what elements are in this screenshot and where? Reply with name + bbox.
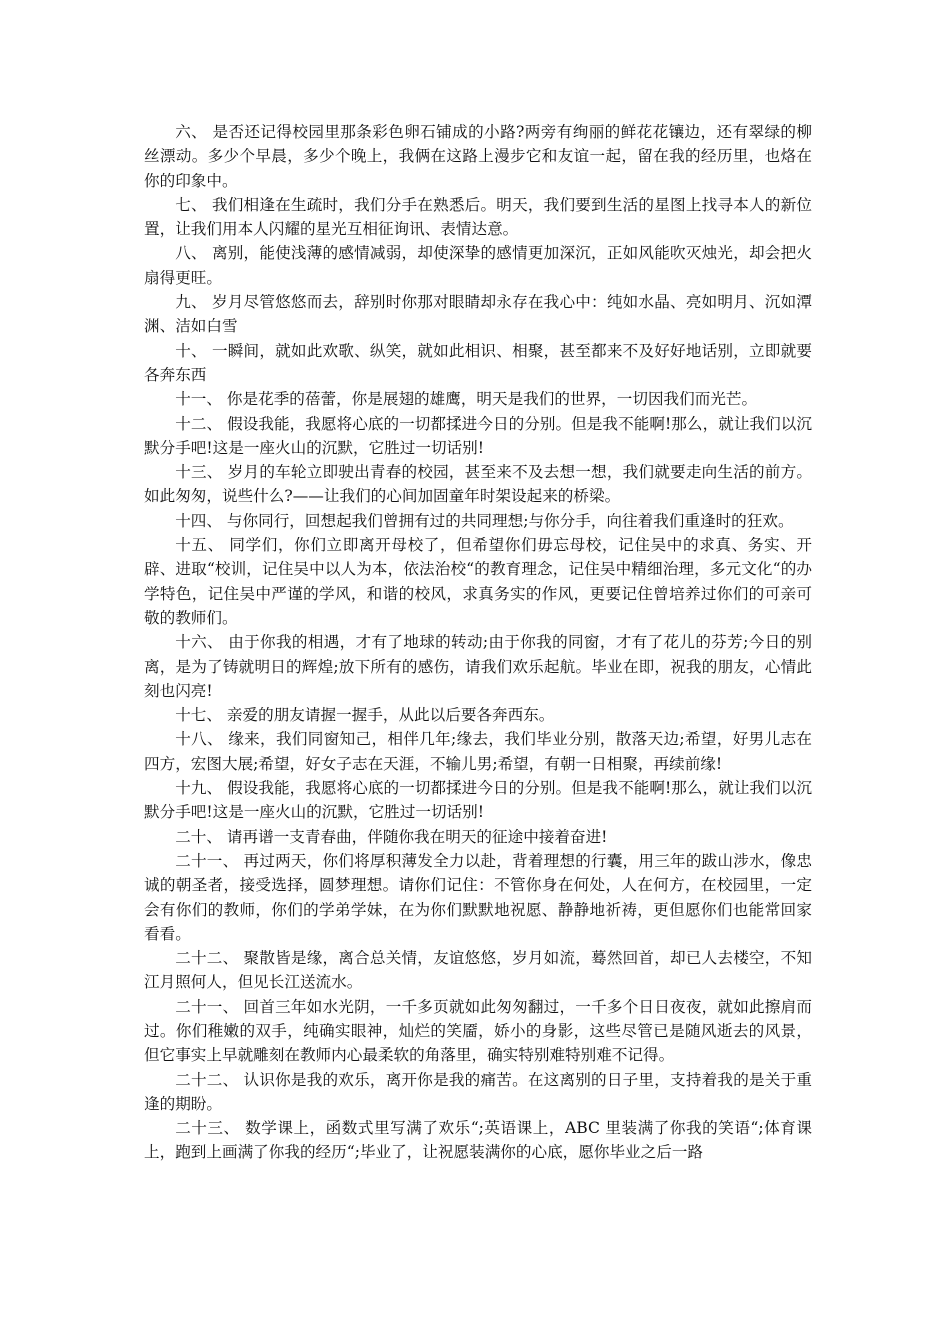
paragraph-18: 十八、 缘来，我们同窗知己，相伴几年;缘去，我们毕业分别，散落天边;希望，好男儿志在四方，宏图大展;希望，好女子志在天涯，不输儿男;希望，有朝一日相聚，再续前缘!	[144, 730, 812, 773]
paragraph-12: 十二、 假设我能，我愿将心底的一切都揉进今日的分别。但是我不能啊!那么，就让我们以沉默分手吧!这是一座火山的沉默，它胜过一切话别!	[144, 414, 812, 457]
paragraph-15: 十五、 同学们，你们立即离开母校了，但希望你们毋忘母校，记住吴中的求真、务实、开辟、进取“校训，记住吴中以人为本，依法治校“的教育理念，记住吴中精细治理，多元文化“的办学特色，记住吴中严谨的学风，和谐的校风，求真务实的作风，更要记住曾培养过你们的可亲可敬的教师们。	[144, 536, 812, 627]
paragraph-7: 七、 我们相逢在生疏时，我们分手在熟悉后。明天，我们要到生活的星图上找寻本人的新位置，让我们用本人闪耀的星光互相征询讯、表情达意。	[144, 195, 812, 239]
paragraph-14: 十四、 与你同行，回想起我们曾拥有过的共同理想;与你分手，向往着我们重逢时的狂欢。	[175, 511, 794, 530]
paragraph-21b: 二十一、 回首三年如水光阴，一千多页就如此匆匆翻过，一千多个日日夜夜，就如此擦肩而过。你们稚嫩的双手，纯确实眼神，灿烂的笑靥，娇小的身影，这些尽管已是随风逝去的风景，但它事实上早就雕刻在教师内心最柔软的角落里，确实特别难特别难不记得。	[144, 997, 812, 1065]
paragraph-13: 十三、 岁月的车轮立即驶出青春的校园，甚至来不及去想一想，我们就要走向生活的前方。如此匆匆，说些什么?——让我们的心间加固童年时架设起来的桥梁。	[144, 463, 812, 506]
paragraph-10: 十、 一瞬间，就如此欢歌、纵笑，就如此相识、相聚，甚至都来不及好好地话别，立即就要各奔东西	[144, 341, 812, 384]
paragraph-19: 十九、 假设我能，我愿将心底的一切都揉进今日的分别。但是我不能啊!那么，就让我们以沉默分手吧!这是一座火山的沉默，它胜过一切话别!	[144, 779, 812, 822]
paragraph-21: 二十一、 再过两天，你们将厚积薄发全力以赴，背着理想的行囊，用三年的跋山涉水，像忠诚的朝圣者，接受选择，圆梦理想。请你们记住：不管你身在何处，人在何方，在校园里，一定会有你们的教师，你们的学弟学妹，在为你们默默地祝愿、静静地祈祷，更但愿你们也能常回家看看。	[144, 851, 812, 943]
paragraph-17: 十七、 亲爱的朋友请握一握手，从此以后要各奔西东。	[175, 706, 555, 725]
paragraph-9: 九、 岁月尽管悠悠而去，辞别时你那对眼睛却永存在我心中：纯如水晶、亮如明月、沉如潭渊、洁如白雪	[144, 293, 812, 336]
document-body	[144, 120, 812, 1165]
paragraph-8: 八、 离别，能使浅薄的感情减弱，却使深挚的感情更加深沉，正如风能吹灭烛光，却会把火扇得更旺。	[144, 244, 812, 287]
paragraph-11: 十一、 你是花季的蓓蕾，你是展翅的雄鹰，明天是我们的世界，一切因我们而光芒。	[175, 390, 758, 409]
paragraph-22: 二十二、 聚散皆是缘，离合总关情，友谊悠悠，岁月如流，蓦然回首，却已人去楼空，不知江月照何人，但见长江送流水。	[144, 949, 812, 992]
paragraph-23: 二十三、 数学课上，函数式里写满了欢乐“;英语课上，ABC 里装满了你我的笑语“;体育课上，跑到上画满了你我的经历“;毕业了，让祝愿装满你的心底，愿你毕业之后一路	[144, 1119, 812, 1162]
paragraph-6: 六、 是否还记得校园里那条彩色卵石铺成的小路?两旁有绚丽的鲜花花镶边，还有翠绿的柳丝漂动。多少个早晨，多少个晚上，我俩在这路上漫步它和友谊一起，留在我的经历里，也烙在你的印象中。	[144, 123, 812, 190]
paragraph-20: 二十、 请再谱一支青春曲，伴随你我在明天的征途中接着奋进!	[175, 827, 608, 846]
paragraph-22b: 二十二、 认识你是我的欢乐，离开你是我的痛苦。在这离别的日子里，支持着我的是关于重逢的期盼。	[144, 1070, 812, 1113]
paragraph-16: 十六、 由于你我的相遇，才有了地球的转动;由于你我的同窗，才有了花儿的芬芳;今日的别离，是为了铸就明日的辉煌;放下所有的感伤，请我们欢乐起航。毕业在即，祝我的朋友，心情此刻也闪亮!	[144, 633, 812, 700]
